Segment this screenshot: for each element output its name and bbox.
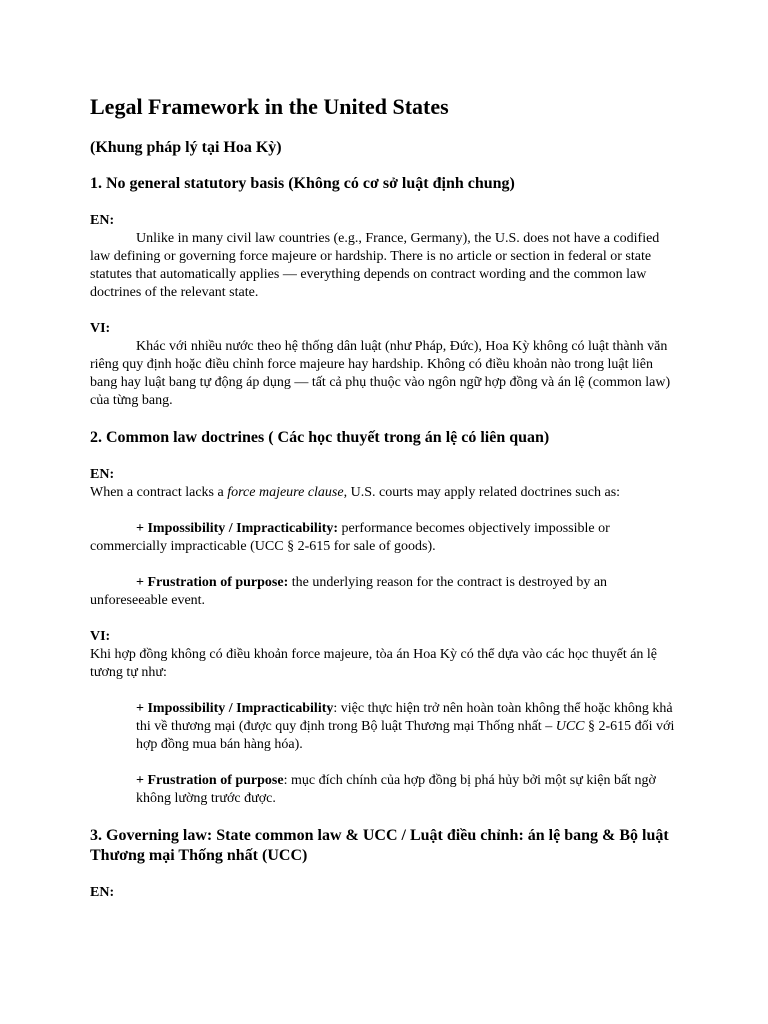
section-2-vi-intro: Khi hợp đồng không có điều khoản force majeure, tòa án Hoa Kỳ có thể dựa vào các học thuyết án lệ tương tự như: <box>90 647 658 680</box>
section-1-heading: 1. No general statutory basis (Không có cơ sở luật định chung) <box>90 175 515 192</box>
section-1-en-label: EN: <box>90 213 115 228</box>
document-title: Legal Framework in the United States <box>90 94 449 119</box>
force-majeure-clause-term: force majeure clause <box>227 485 344 500</box>
document-subtitle: (Khung pháp lý tại Hoa Kỳ) <box>90 139 282 156</box>
section-1-vi-text: Khác với nhiều nước theo hệ thống dân luật (như Pháp, Đức), Hoa Kỳ không có luật thành văn riêng quy định hoặc điều chỉnh force majeure hay hardship. Không có điều khoản nào trong luật liên bang hay luật bang tự động áp dụng — tất cả phụ thuộc vào ngôn ngữ hợp đồng và án lệ (common law) của từng bang. <box>90 339 671 408</box>
section-2-en-item-impossibility: + Impossibility / Impracticability: performance becomes objectively impossible or commercially impracticable (UCC § 2-615 for sale of goods). <box>90 521 610 554</box>
section-3-heading: 3. Governing law: State common law & UCC / Luật điều chỉnh: án lệ bang & Bộ luật Thương mại Thống nhất (UCC) <box>90 827 669 864</box>
section-2-vi-label: VI: <box>90 629 111 644</box>
section-1-vi-label: VI: <box>90 321 111 336</box>
section-2-vi-item-frustration: + Frustration of purpose: mục đích chính của hợp đồng bị phá hủy bởi một sự kiện bất ngờ không lường trước được. <box>136 773 656 806</box>
section-2-en-label: EN: <box>90 467 115 482</box>
section-1-en-text: Unlike in many civil law countries (e.g., France, Germany), the U.S. does not have a codified law defining or governing force majeure or hardship. There is no article or section in federal or state statutes that automatically applies — everything depends on contract wording and the common law doctrines of the relevant state. <box>90 231 660 300</box>
section-2-vi-item-impossibility: + Impossibility / Impracticability: việc thực hiện trở nên hoàn toàn không thể hoặc không khả thi về thương mại (được quy định trong Bộ luật Thương mại Thống nhất – UCC § 2-615 đối với hợp đồng mua bán hàng hóa). <box>136 701 675 752</box>
section-3-en-label: EN: <box>90 885 115 900</box>
section-2-heading: 2. Common law doctrines ( Các học thuyết trong án lệ có liên quan) <box>90 429 550 446</box>
section-2-en-item-frustration: + Frustration of purpose: the underlying reason for the contract is destroyed by an unforeseeable event. <box>90 575 608 608</box>
section-2-en-intro: When a contract lacks a force majeure clause, U.S. courts may apply related doctrines such as: <box>90 485 621 500</box>
